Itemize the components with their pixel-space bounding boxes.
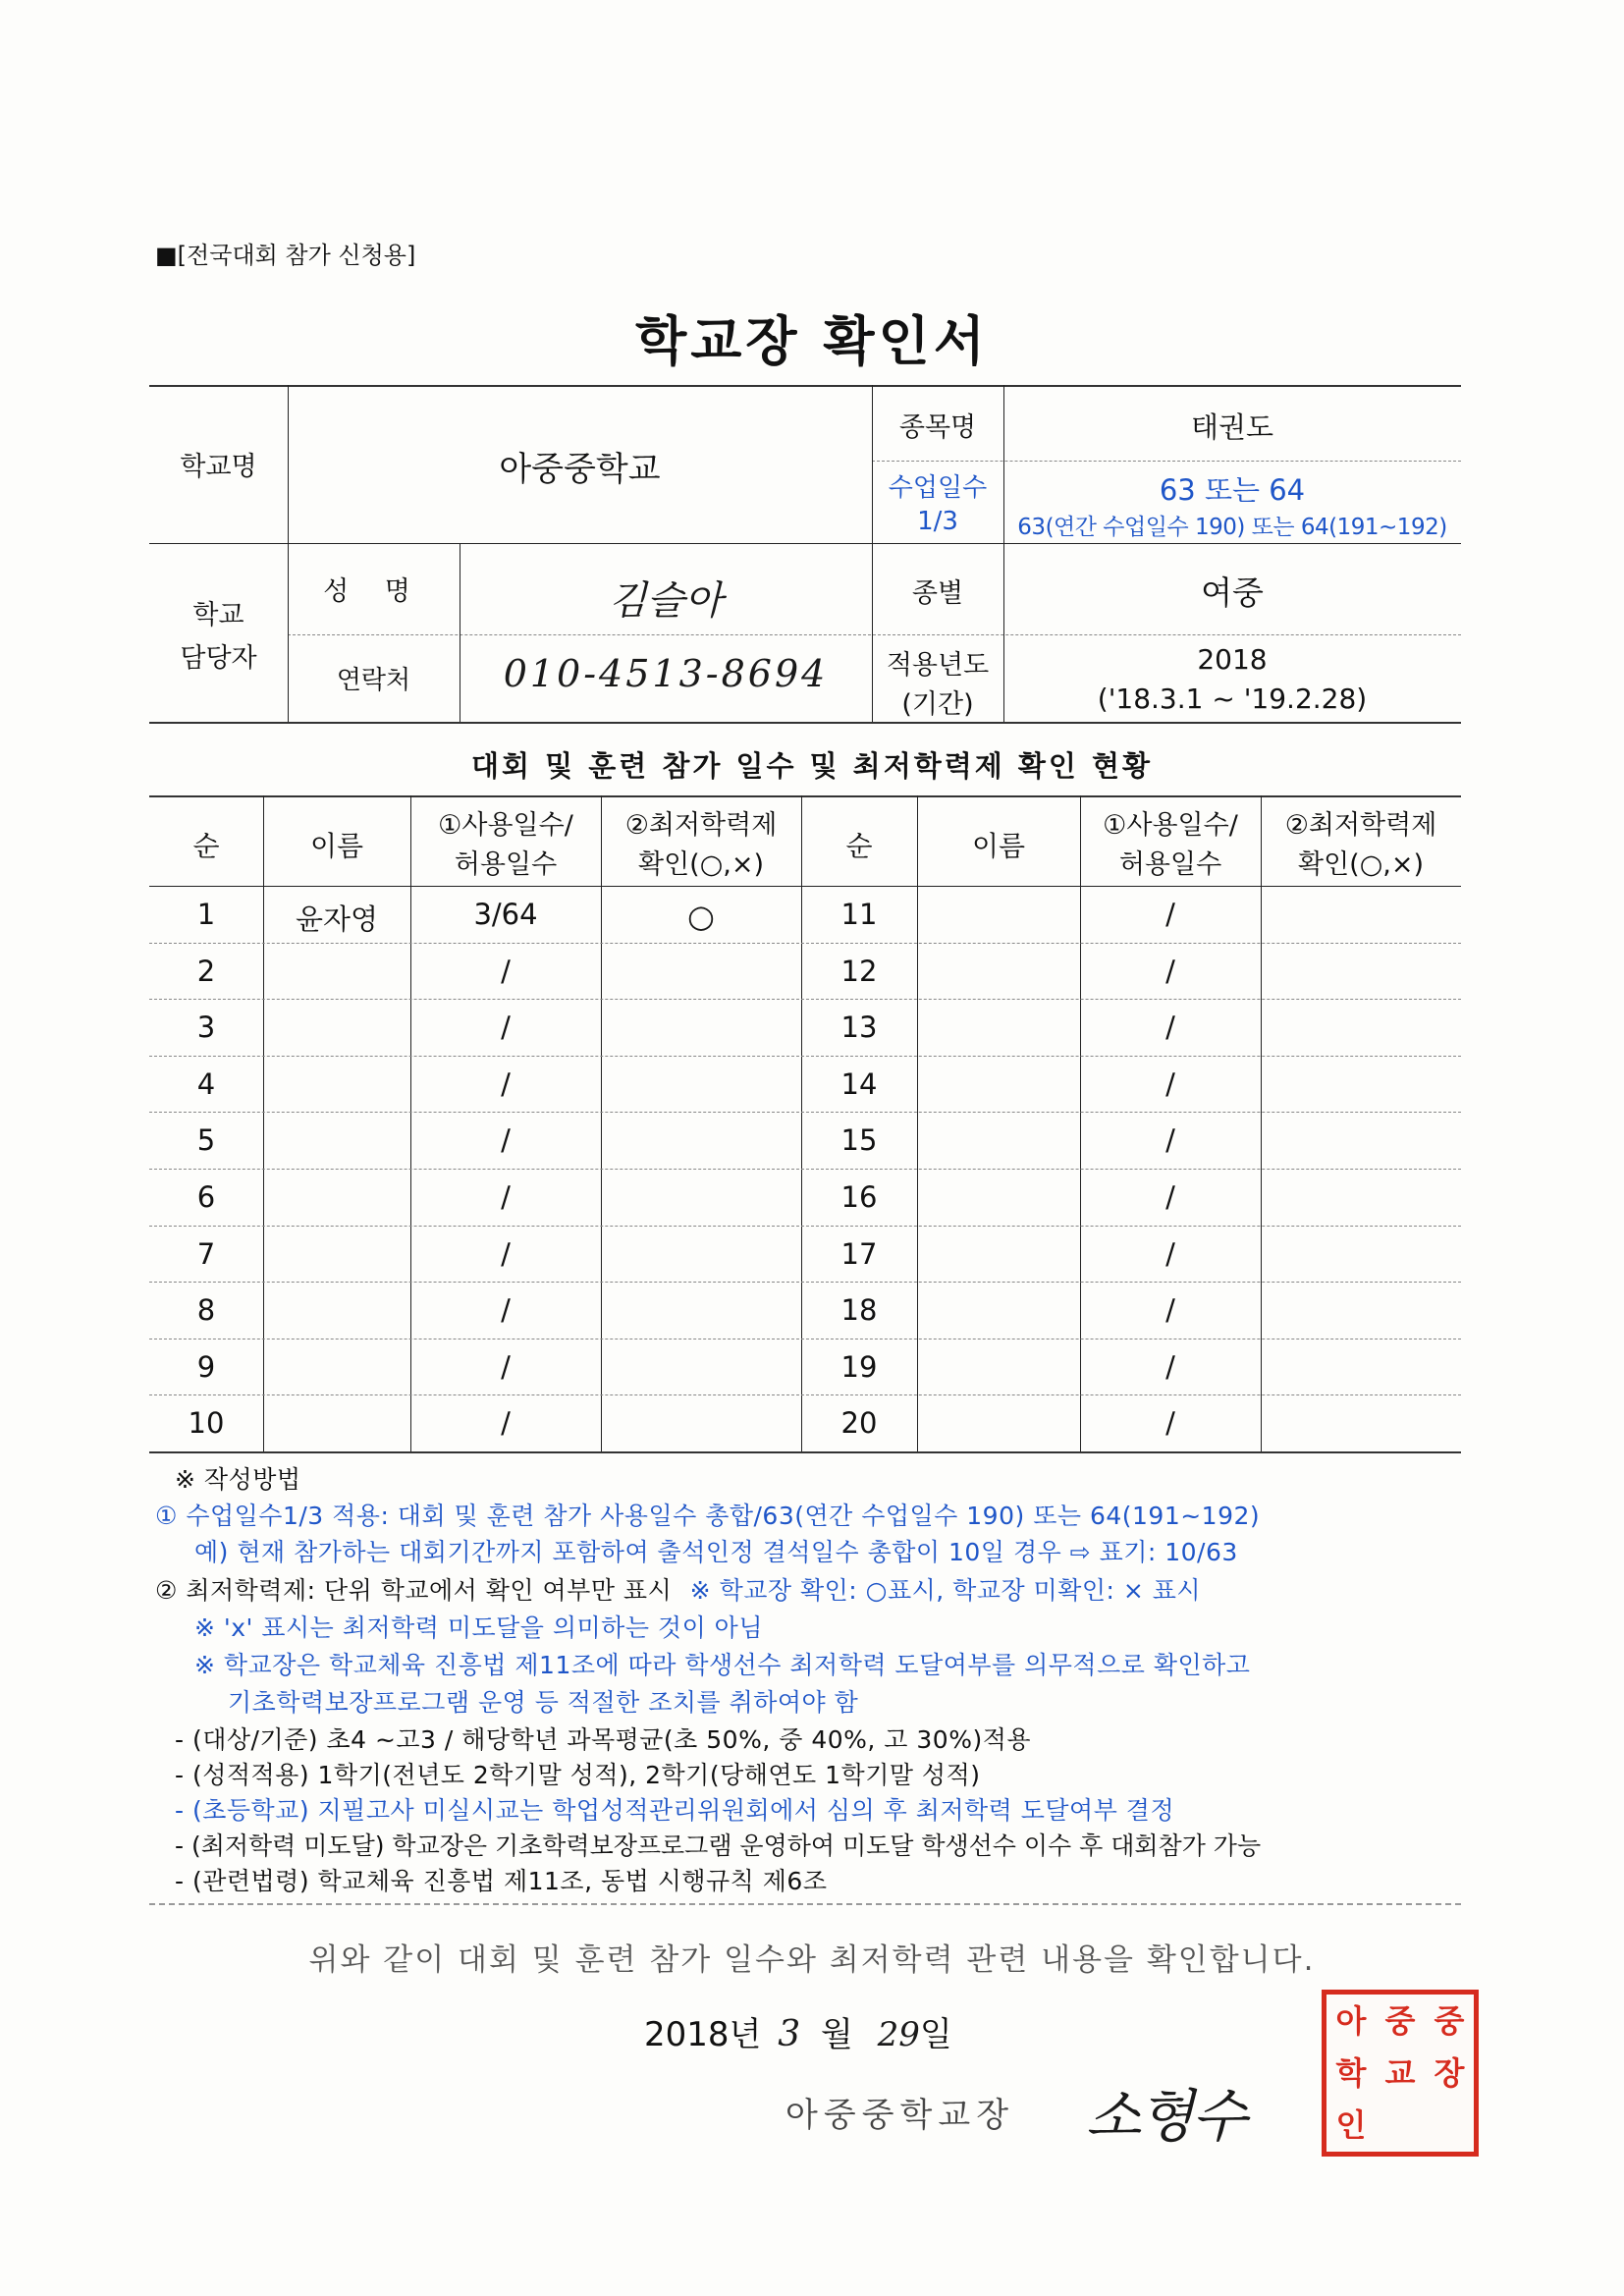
seal-char: 중 xyxy=(1434,2001,1465,2040)
principal-title: 아중중학교장 xyxy=(785,2096,1015,2135)
row-divider xyxy=(149,1226,1461,1227)
row-divider xyxy=(149,999,1461,1000)
header-seq-left: 순 xyxy=(192,830,220,862)
date-month-unit: 월 xyxy=(820,2015,853,2054)
seal-char: 중 xyxy=(1384,2001,1416,2040)
year-label-1: 적용년도 xyxy=(886,650,990,681)
header-days-left-1: ①사용일수/ xyxy=(438,810,573,841)
cell-days: / xyxy=(1165,1066,1175,1101)
cell-seq: 12 xyxy=(840,954,878,988)
cell-seq: 15 xyxy=(840,1123,878,1158)
cell-days: / xyxy=(1165,1236,1175,1271)
header-check-left-1: ②최저학력제 xyxy=(624,810,778,841)
date-day: 29 xyxy=(877,2015,920,2054)
note-1-line-1: ① 수업일수1/3 적용: 대회 및 훈련 참가 사용일수 총합/63(연간 수업일수 190) 또는 64(191~192) xyxy=(155,1502,1261,1530)
header-name-left: 이름 xyxy=(309,830,364,862)
seal-char: 아 xyxy=(1335,2001,1367,2040)
official-seal xyxy=(1322,1990,1479,2157)
seal-char: 장 xyxy=(1434,2053,1465,2092)
cell-seq: 14 xyxy=(840,1066,878,1101)
cell-seq: 9 xyxy=(196,1349,216,1384)
note-2-text: ② 최저학력제: 단위 학교에서 확인 여부만 표시 xyxy=(155,1576,673,1605)
sport-value: 태권도 xyxy=(1190,410,1274,444)
bullet-target: - (대상/기준) 초4 ~고3 / 해당학년 과목평균(초 50%, 중 40%, 고 30%)적용 xyxy=(175,1725,1031,1754)
notes-divider xyxy=(149,1903,1461,1905)
row-divider xyxy=(149,1112,1461,1113)
cell-days: / xyxy=(501,1406,511,1441)
class-days-value-2: 63(연간 수업일수 190) 또는 64(191~192) xyxy=(1017,515,1447,540)
note-4-line-1: ※ 학교장은 학교체육 진흥법 제11조에 따라 학생선수 최저학력 도달여부를 의무적으로 확인하고 xyxy=(194,1651,1251,1679)
cell-seq: 5 xyxy=(196,1123,216,1158)
cell-days: / xyxy=(501,1293,511,1328)
form-tag: ■[전국대회 참가 신청용] xyxy=(155,242,416,269)
date-day-unit: 일 xyxy=(919,2015,952,2054)
cell-days: / xyxy=(501,1349,511,1384)
header-days-right-2: 허용일수 xyxy=(1118,849,1222,880)
year-value-1: 2018 xyxy=(1197,643,1268,676)
principal-signature: 소형수 xyxy=(1086,2083,1246,2150)
cell-seq: 6 xyxy=(196,1180,216,1214)
notes-heading: ※ 작성방법 xyxy=(175,1465,301,1494)
cell-days: / xyxy=(1165,1123,1175,1158)
manager-contact-label: 연락처 xyxy=(336,666,411,695)
issue-date xyxy=(644,2007,952,2055)
cell-seq: 4 xyxy=(196,1066,216,1101)
note-1-line-2: 예) 현재 참가하는 대회기간까지 포함하여 출석인정 결석일수 총합이 10일 경우 ⇨ 표기: 10/63 xyxy=(194,1538,1238,1566)
cell-seq: 16 xyxy=(840,1180,878,1214)
cell-seq: 7 xyxy=(196,1236,216,1271)
cell-seq: 3 xyxy=(196,1011,216,1045)
manager-label-1: 학교 xyxy=(192,600,244,630)
cell-days: / xyxy=(501,1066,511,1101)
cell-check: ○ xyxy=(687,898,715,935)
row-divider xyxy=(149,1282,1461,1283)
cell-seq: 11 xyxy=(840,898,878,931)
manager-label-2: 담당자 xyxy=(180,643,257,674)
header-days-left-2: 허용일수 xyxy=(454,849,558,880)
category-value: 여중 xyxy=(1201,574,1264,612)
cell-days: / xyxy=(501,1180,511,1214)
school-name-value: 아중중학교 xyxy=(499,450,661,489)
row-divider xyxy=(149,1451,1461,1453)
cell-days: / xyxy=(501,1011,511,1045)
note-4-line-2: 기초학력보장프로그램 운영 등 적절한 조치를 취하여야 함 xyxy=(228,1688,859,1717)
cell-days: / xyxy=(501,954,511,988)
school-name-label: 학교명 xyxy=(180,452,257,482)
date-month: 3 xyxy=(778,2014,801,2054)
header-check-right-1: ②최저학력제 xyxy=(1284,810,1437,841)
class-days-label-2: 1/3 xyxy=(917,507,958,536)
cell-days: / xyxy=(1165,1180,1175,1214)
date-year: 2018년 xyxy=(644,2015,762,2054)
bullet-law: - (관련법령) 학교체육 진흥법 제11조, 동법 시행규칙 제6조 xyxy=(175,1867,828,1895)
cell-days: / xyxy=(1165,1406,1175,1441)
confirm-text: 위와 같이 대회 및 훈련 참가 일수와 최저학력 관련 내용을 확인합니다. xyxy=(308,1942,1316,1978)
bullet-unmet: - (최저학력 미도달) 학교장은 기초학력보장프로그램 운영하여 미도달 학생선수 이수 후 대회참가 가능 xyxy=(175,1831,1262,1860)
page-title: 학교장 확인서 xyxy=(635,310,989,372)
cell-seq: 1 xyxy=(196,898,216,931)
cell-seq: 20 xyxy=(840,1406,878,1441)
note-2-confirm: ※ 학교장 확인: ○표시, 학교장 미확인: × 표시 xyxy=(689,1576,1202,1605)
row-divider xyxy=(149,1056,1461,1057)
sport-label: 종목명 xyxy=(898,412,977,443)
note-3: ※ 'x' 표시는 최저학력 미도달을 의미하는 것이 아님 xyxy=(194,1613,763,1642)
section-title: 대회 및 훈련 참가 일수 및 최저학력제 확인 현황 xyxy=(470,749,1154,783)
cell-seq: 2 xyxy=(196,954,216,988)
header-name-right: 이름 xyxy=(971,830,1026,862)
year-label-2: (기간) xyxy=(901,689,974,720)
seal-char: 학 xyxy=(1335,2053,1367,2092)
cell-name: 윤자영 xyxy=(295,902,379,936)
cell-days: / xyxy=(1165,1011,1175,1045)
cell-days: / xyxy=(1165,954,1175,988)
row-divider xyxy=(149,943,1461,944)
cell-days: / xyxy=(501,1123,511,1158)
manager-contact-value: 010-4513-8694 xyxy=(503,652,829,695)
bullet-elementary: - (초등학교) 지필고사 미실시교는 학업성적관리위원회에서 심의 후 최저학력 도달여부 결정 xyxy=(175,1796,1175,1825)
cell-seq: 17 xyxy=(840,1236,878,1271)
row-divider xyxy=(149,1169,1461,1170)
cell-days: 3/64 xyxy=(473,898,538,931)
header-check-left-2: 확인(○,×) xyxy=(638,849,764,880)
cell-days: / xyxy=(1165,1349,1175,1384)
row-divider xyxy=(149,1394,1461,1395)
cell-days: / xyxy=(1165,1293,1175,1328)
manager-name-value: 김슬아 xyxy=(609,578,723,624)
cell-seq: 13 xyxy=(840,1011,878,1045)
year-value-2: ('18.3.1 ~ '19.2.28) xyxy=(1097,683,1368,715)
manager-name-label: 성 명 xyxy=(323,576,424,607)
seal-char: 교 xyxy=(1384,2053,1416,2092)
header-seq-right: 순 xyxy=(845,830,873,862)
class-days-label-1: 수업일수 xyxy=(888,473,988,503)
cell-seq: 18 xyxy=(840,1293,878,1328)
cell-days: / xyxy=(1165,898,1175,931)
cell-seq: 19 xyxy=(840,1349,878,1384)
note-2 xyxy=(155,1571,1201,1607)
seal-char: 인 xyxy=(1335,2106,1367,2145)
category-label: 종별 xyxy=(911,578,964,609)
cell-seq: 8 xyxy=(196,1293,216,1328)
cell-seq: 10 xyxy=(188,1406,225,1441)
class-days-value-1: 63 또는 64 xyxy=(1159,473,1306,507)
header-days-right-1: ①사용일수/ xyxy=(1103,810,1238,841)
bullet-grades: - (성적적용) 1학기(전년도 2학기말 성적), 2학기(당해연도 1학기말 성적) xyxy=(175,1761,981,1789)
cell-days: / xyxy=(501,1236,511,1271)
header-check-right-2: 확인(○,×) xyxy=(1298,849,1424,880)
